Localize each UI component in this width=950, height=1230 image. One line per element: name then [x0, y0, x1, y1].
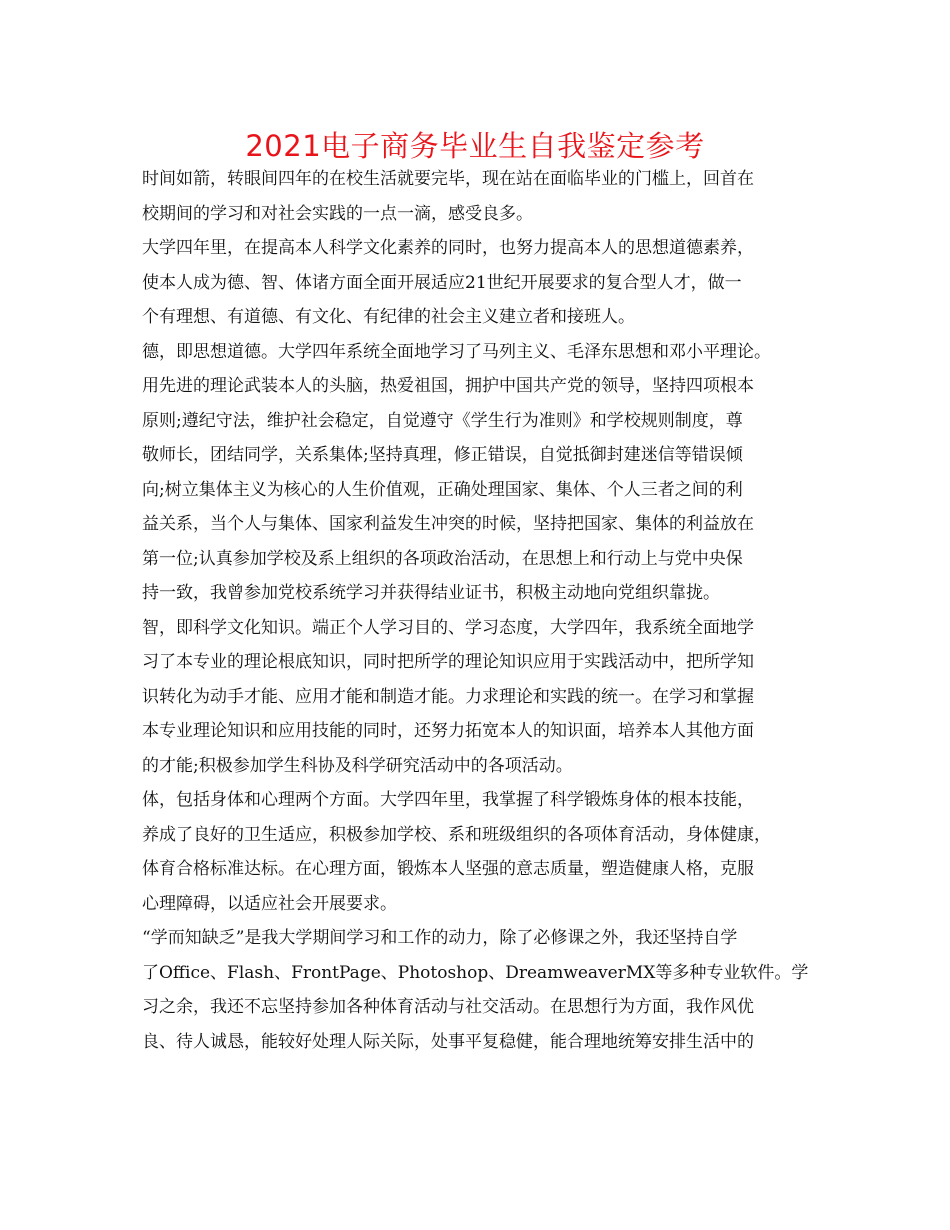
text-line: 体育合格标准达标。在心理方面，锻炼本人坚强的意志质量，塑造健康人格，克服 — [142, 859, 754, 879]
paragraph — [142, 783, 842, 921]
paragraph — [142, 921, 842, 1059]
text-line: 心理障碍，以适应社会开展要求。 — [142, 893, 397, 914]
paragraph — [142, 231, 842, 335]
text-line: 了Office、Flash、FrontPage、Photoshop、DreamweaverMX等多种专业软件。学 — [142, 962, 809, 983]
text-line: 习了本专业的理论根底知识，同时把所学的理论知识应用于实践活动中，把所学知 — [142, 652, 754, 672]
text-line: 大学四年里，在提高本人科学文化素养的同时，也努力提高本人的思想道德素养， — [142, 238, 754, 258]
text-line: 向;树立集体主义为核心的人生价值观，正确处理国家、集体、个人三者之间的利 — [142, 479, 743, 500]
text-line: 敬师长，团结同学，关系集体;坚持真理，修正错误，自觉抵御封建迷信等错误倾 — [142, 445, 743, 465]
text-line: 习之余，我还不忘坚持参加各种体育活动与社交活动。在思想行为方面，我作风优 — [142, 997, 754, 1017]
text-line: 养成了良好的卫生适应，积极参加学校、系和班级组织的各项体育活动，身体健康， — [142, 824, 771, 845]
text-line: 用先进的理论武装本人的头脑，热爱祖国，拥护中国共产党的领导，坚持四项根本 — [142, 376, 754, 396]
text-line: 体，包括身体和心理两个方面。大学四年里，我掌握了科学锻炼身体的根本技能， — [142, 790, 754, 810]
text-line: 德，即思想道德。大学四年系统全面地学习了马列主义、毛泽东思想和邓小平理论。 — [142, 341, 771, 362]
paragraph — [142, 162, 842, 231]
text-line: “学而知缺乏”是我大学期间学习和工作的动力，除了必修课之外，我还坚持自学 — [142, 928, 738, 948]
text-line: 的才能;积极参加学生科协及科学研究活动中的各项活动。 — [142, 755, 573, 776]
text-line: 持一致，我曾参加党校系统学习并获得结业证书，积极主动地向党组织靠拢。 — [142, 583, 720, 603]
text-line: 本专业理论知识和应用技能的同时，还努力拓宽本人的知识面，培养本人其他方面 — [142, 721, 754, 741]
document-body — [142, 162, 842, 1059]
text-line: 使本人成为德、智、体诸方面全面开展适应21世纪开展要求的复合型人才，做一 — [142, 272, 742, 293]
text-line: 个有理想、有道德、有文化、有纪律的社会主义建立者和接班人。 — [142, 307, 635, 327]
document-title: 2021电子商务毕业生自我鉴定参考 — [245, 129, 705, 163]
text-line: 识转化为动手才能、应用才能和制造才能。力求理论和实践的统一。在学习和掌握 — [142, 686, 754, 707]
paragraph — [142, 611, 842, 784]
text-line: 校期间的学习和对社会实践的一点一滴，感受良多。 — [142, 203, 533, 224]
text-line: 益关系，当个人与集体、国家利益发生冲突的时候，坚持把国家、集体的利益放在 — [142, 514, 754, 534]
text-line: 第一位;认真参加学校及系上组织的各项政治活动，在思想上和行动上与党中央保 — [142, 548, 743, 569]
text-line: 良、待人诚恳，能较好处理人际关际，处事平复稳健，能合理地统筹安排生活中的 — [142, 1031, 754, 1052]
text-line: 智，即科学文化知识。端正个人学习目的、学习态度，大学四年，我系统全面地学 — [142, 617, 754, 638]
paragraph — [142, 335, 842, 611]
text-line: 时间如箭，转眼间四年的在校生活就要完毕，现在站在面临毕业的门槛上，回首在 — [142, 169, 754, 189]
text-line: 原则;遵纪守法，维护社会稳定，自觉遵守《学生行为准则》和学校规则制度，尊 — [142, 410, 743, 431]
